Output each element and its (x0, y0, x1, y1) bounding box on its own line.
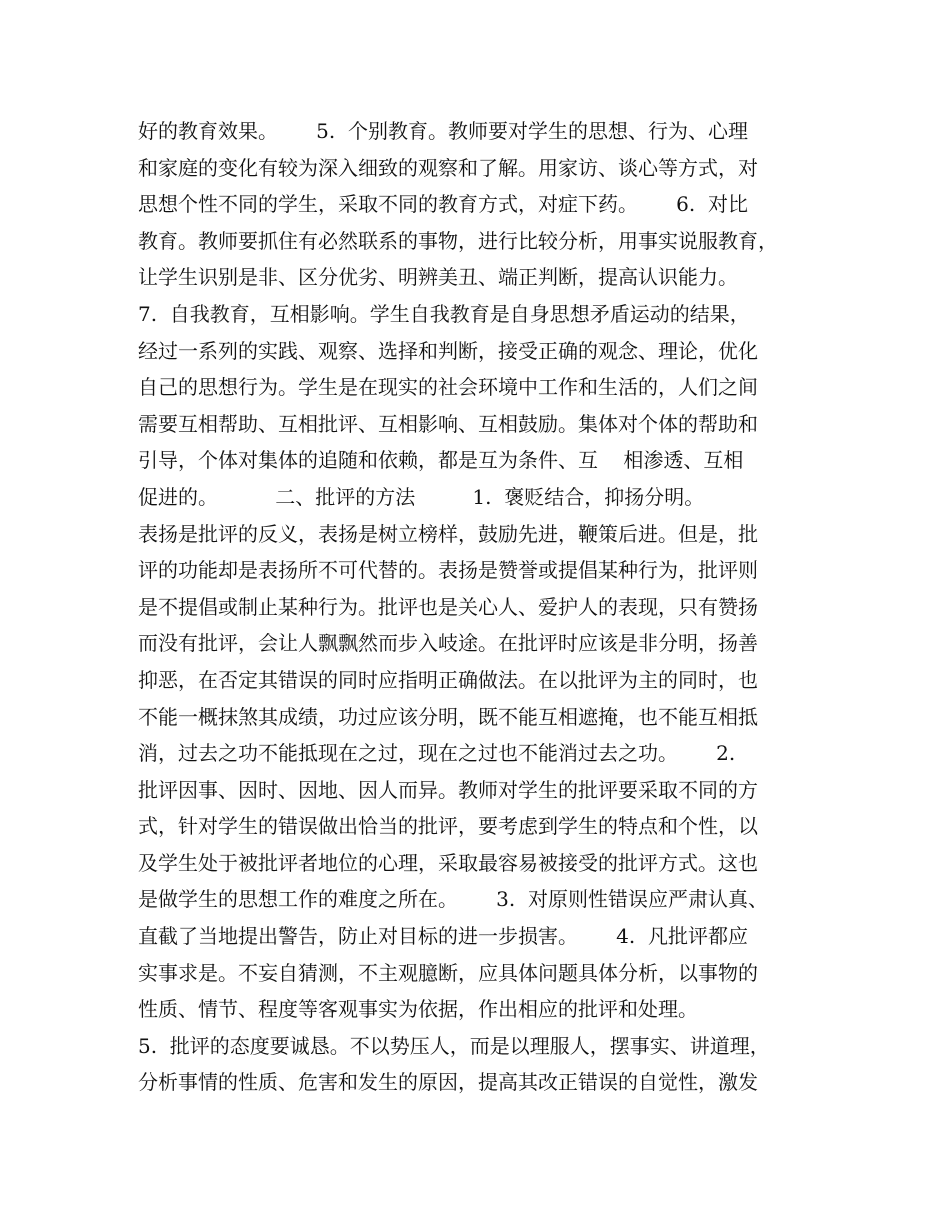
text-line: 需要互相帮助、互相批评、互相影响、互相鼓励。集体对个体的帮助和 (138, 411, 758, 436)
text-line: 式，针对学生的错误做出恰当的批评，要考虑到学生的特点和个性，以 (138, 814, 758, 839)
text-line: 抑恶，在否定其错误的同时应指明正确做法。在以批评为主的同时，也 (138, 667, 758, 692)
text-line: 是不提倡或制止某种行为。批评也是关心人、爱护人的表现，只有赞扬 (138, 594, 758, 619)
text-line: 教育。教师要抓住有必然联系的事物，进行比较分析，用事实说服教育， (138, 228, 778, 253)
text-line: 分析事情的性质、危害和发生的原因，提高其改正错误的自觉性，激发 (138, 1070, 758, 1095)
text-line: 经过一系列的实践、观察、选择和判断，接受正确的观念、理论，优化 (138, 338, 758, 363)
text-line: 表扬是批评的反义，表扬是树立榜样，鼓励先进，鞭策后进。但是，批 (138, 521, 758, 546)
text-line: 实事求是。不妄自猜测，不主观臆断，应具体问题具体分析，以事物的 (138, 960, 758, 985)
text-line: 是做学生的思想工作的难度之所在。 3. 对原则性错误应严肃认真、 (138, 887, 768, 912)
body-text (138, 113, 828, 1101)
text-line: 5. 批评的态度要诚恳。不以势压人，而是以理服人，摆事实、讲道理， (138, 1033, 770, 1058)
text-line: 和家庭的变化有较为深入细致的观察和了解。用家访、谈心等方式，对 (138, 155, 758, 180)
text-line: 让学生识别是非、区分优劣、明辨美丑、端正判断，提高认识能力。 (138, 265, 738, 290)
text-line: 及学生处于被批评者地位的心理，采取最容易被接受的批评方式。这也 (138, 850, 758, 875)
text-line: 不能一概抹煞其成绩，功过应该分明，既不能互相遮掩，也不能互相抵 (138, 704, 758, 729)
text-line: 引导，个体对集体的追随和依赖，都是互为条件、互 相渗透、互相 (138, 448, 744, 473)
text-line: 自己的思想行为。学生是在现实的社会环境中工作和生活的，人们之间 (138, 375, 758, 400)
text-line: 思想个性不同的学生，采取不同的教育方式，对症下药。 6. 对比 (138, 192, 748, 217)
text-line: 性质、情节、程度等客观事实为依据，作出相应的批评和处理。 (138, 997, 698, 1022)
text-line: 消，过去之功不能抵现在之过，现在之过也不能消过去之功。 2. (138, 741, 736, 766)
text-line: 而没有批评，会让人飘飘然而步入岐途。在批评时应该是非分明，扬善 (138, 631, 758, 656)
text-line: 批评因事、因时、因地、因人而异。教师对学生的批评要采取不同的方 (138, 777, 758, 802)
text-line: 评的功能却是表扬所不可代替的。表扬是赞誉或提倡某种行为，批评则 (138, 558, 758, 583)
text-line: 7. 自我教育，互相影响。学生自我教育是自身思想矛盾运动的结果， (138, 301, 750, 326)
text-line: 好的教育效果。 5. 个别教育。教师要对学生的思想、行为、心理 (138, 119, 748, 143)
text-line: 促进的。 二、批评的方法 1. 褒贬结合，抑扬分明。 (138, 484, 705, 509)
text-line: 直截了当地提出警告，防止对目标的进一步损害。 4. 凡批评都应 (138, 924, 748, 949)
